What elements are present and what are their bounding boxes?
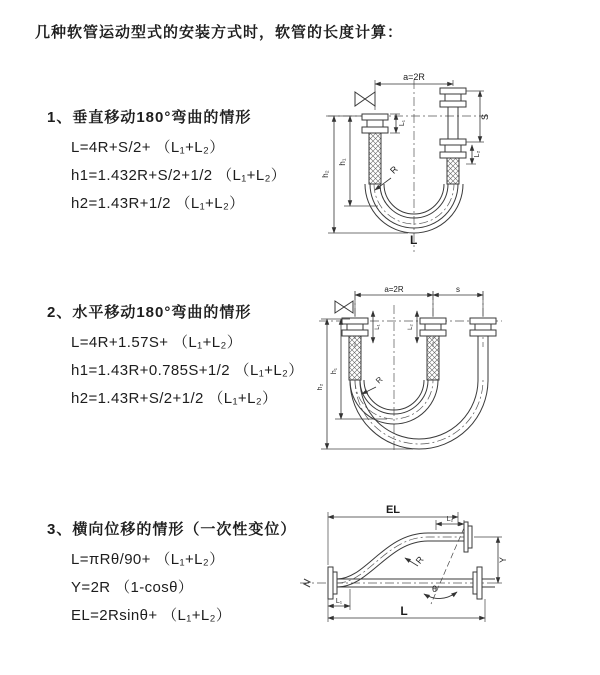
radius-label: R [374, 375, 385, 386]
u-bend-hose-outer [350, 380, 488, 449]
dim-s [433, 285, 483, 316]
dim-h2 [317, 319, 413, 449]
formula-h1: h1=1.43R+0.785S+1/2 （L₁+L₂） [71, 362, 304, 379]
section-horizontal-movement [47, 301, 304, 416]
dim-l [328, 599, 485, 622]
radius-callout [362, 375, 385, 394]
formula-el: EL=2Rsinθ+ （L₁+L₂） [71, 607, 232, 624]
dim-label-l2: L₂ [446, 516, 454, 523]
formula-l: L=πRθ/90+ （L₁+L₂） [71, 551, 225, 568]
dim-label-span: a=2R [384, 285, 404, 294]
diagram-lateral-displacement [298, 492, 593, 654]
radius-label: R [388, 164, 400, 176]
dim-label-y: Y [498, 556, 508, 564]
valve-icon [355, 92, 375, 106]
dim-label-s: S [480, 113, 490, 121]
formula-h1: h1=1.432R+S/2+1/2 （L₁+L₂） [71, 167, 287, 184]
left-riser [362, 114, 388, 184]
dim-l1 [373, 311, 381, 343]
formula-l: L=4R+1.57S+ （L₁+L₂） [71, 334, 243, 351]
left-riser [342, 318, 368, 380]
angle-construction [424, 528, 464, 604]
page-title: 几种软管运动型式的安装方式时，软管的长度计算： [35, 24, 404, 41]
diagram-vertical-bend [318, 66, 578, 258]
length-label: L [410, 233, 418, 247]
dim-l2 [466, 145, 481, 164]
dim-label-h1: h₁ [331, 367, 338, 375]
dim-label-l2: L₂ [474, 150, 481, 158]
diagram-horizontal-bend [317, 285, 585, 459]
dim-label-l1: L₁ [399, 119, 406, 127]
dim-label-h2: h₂ [317, 383, 324, 391]
u-bend-hose [365, 184, 463, 233]
middle-riser [420, 318, 446, 380]
dim-label-span: a=2R [403, 72, 425, 82]
formula-y: Y=2R （1-cosθ） [71, 579, 194, 596]
dim-label-h2: h₂ [321, 170, 330, 178]
section-3-heading: 3、横向位移的情形（一次性变位） [47, 521, 297, 538]
radius-callout [405, 554, 426, 566]
radius-label: R [413, 554, 426, 566]
dim-label-s: s [456, 285, 460, 294]
right-riser [440, 88, 466, 184]
formula-l: L=4R+S/2+ （L₁+L₂） [71, 139, 225, 156]
braided-hose-section [349, 336, 361, 380]
dim-s [466, 91, 490, 142]
dim-label-l2: L₂ [408, 324, 414, 330]
top-flange [464, 522, 472, 552]
dim-label-l: L [400, 604, 408, 618]
braided-hose-section [427, 336, 439, 380]
braided-hose-section [447, 158, 459, 184]
angle-label: θ [432, 584, 438, 594]
section-2-heading: 2、水平移动180°弯曲的情形 [47, 304, 252, 321]
dim-l2 [408, 311, 417, 343]
dim-l1 [390, 114, 406, 133]
section-lateral-displacement [47, 518, 296, 633]
dim-label-l1: L₁ [335, 598, 343, 605]
braided-hose-section [369, 133, 381, 184]
dim-label-el: EL [385, 504, 401, 516]
dim-l2 [436, 516, 464, 530]
formula-h2: h2=1.43R+S/2+1/2 （L₁+L₂） [71, 390, 278, 407]
valve-icon [335, 301, 353, 313]
section-1-heading: 1、垂直移动180°弯曲的情形 [47, 109, 252, 126]
dim-label-l1: L₁ [375, 324, 381, 330]
dim-el [328, 504, 458, 565]
dim-label-h1: h₁ [338, 158, 347, 166]
formula-h2: h2=1.43R+1/2 （L₁+L₂） [71, 195, 245, 212]
section-vertical-movement [47, 106, 286, 221]
right-riser [470, 318, 496, 380]
left-flange [328, 567, 337, 599]
